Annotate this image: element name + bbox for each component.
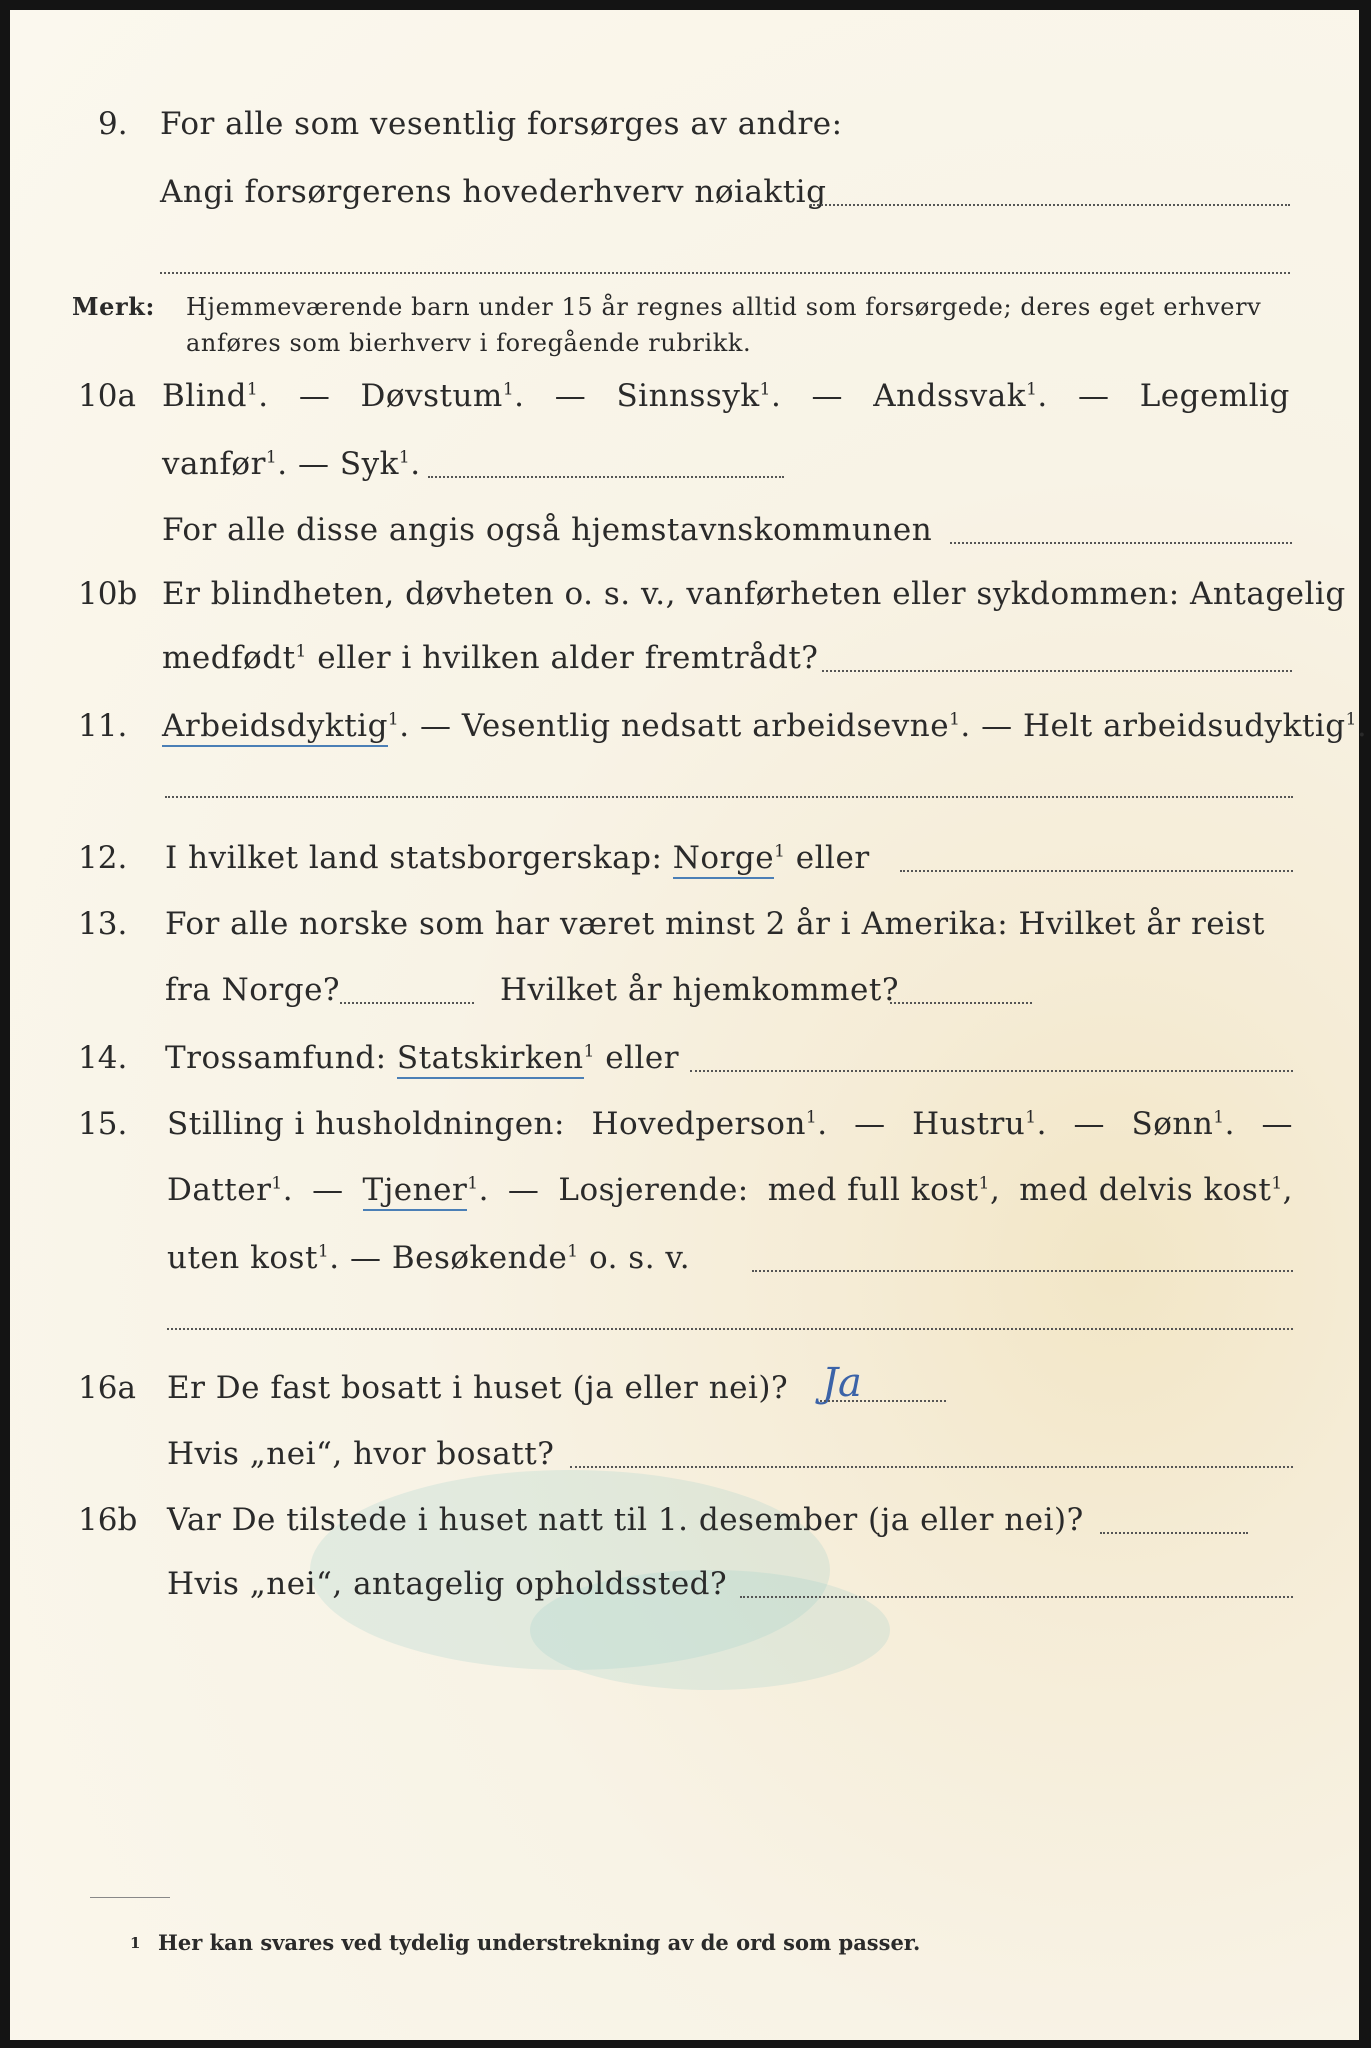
answer-ja: Ja (822, 1360, 862, 1406)
option-dovstum: Døvstum (360, 378, 503, 414)
option-vanfor: vanfør (162, 446, 266, 482)
q16a-answer-line (820, 1400, 946, 1402)
q10a-line2: vanfør$^1$. — Syk$^1$. (162, 446, 421, 482)
q15-answer-line-2 (167, 1328, 1293, 1330)
q16a-number: 16a (78, 1370, 136, 1406)
option-medfodt: medfødt (162, 640, 296, 676)
q16b-line2: Hvis „nei“, antagelig opholdssted? (167, 1566, 728, 1602)
option-datter: Datter (167, 1172, 272, 1208)
q16b-opholdssted-line (740, 1596, 1293, 1598)
q13-number: 13. (78, 906, 128, 942)
q11-line: Arbeidsdyktig$^1$. — Vesentlig nedsatt arbeidsevne$^1$. — Helt arbeidsudyktig$^1$. (162, 708, 1367, 747)
footnote-text: Her kan svares ved tydelig understrekning av de ord som passer. (158, 1930, 921, 1955)
q13-hjemkommet-line (890, 1002, 1032, 1004)
option-besokende: Besøkende (391, 1240, 568, 1276)
q10a-syk-line (428, 476, 784, 478)
q13-fra-norge: fra Norge? (165, 972, 341, 1008)
q9-answer-line (810, 204, 1290, 206)
q12-line: I hvilket land statsborgerskap: Norge$^1$ eller (165, 840, 870, 879)
q16b-line1: Var De tilstede i huset natt til 1. desember (ja eller nei)? (167, 1502, 1084, 1538)
option-blind: Blind (162, 378, 247, 414)
answer-norge: Norge (673, 840, 774, 879)
q16b-answer-line (1100, 1532, 1248, 1534)
option-hustru: Hustru (912, 1106, 1026, 1142)
option-udyktig: Helt arbeidsudyktig (1022, 708, 1346, 744)
q15-answer-line (752, 1270, 1293, 1272)
option-full-kost: med full kost (767, 1172, 979, 1208)
q10b-line1: Er blindheten, døvheten o. s. v., vanførheten eller sykdommen: Antagelig (162, 576, 1346, 612)
q9-line2: Angi forsørgerens hovederhverv nøiaktig (160, 174, 827, 210)
q10b-answer-line (822, 670, 1292, 672)
q10a-line3: For alle disse angis også hjemstavnskommunen (162, 512, 933, 548)
option-hovedperson: Hovedperson (591, 1106, 806, 1142)
q13-line1: For alle norske som har været minst 2 år i Amerika: Hvilket år reist (165, 906, 1265, 942)
q9-line1: For alle som vesentlig forsørges av andre: (160, 106, 843, 142)
q10b-line2: medfødt$^1$ eller i hvilken alder fremtrådt? (162, 640, 819, 676)
q15-line2: Datter$^1$. — Tjener$^1$. — Losjerende: med full kost$^1$, med delvis kost$^1$, (167, 1172, 1293, 1211)
merk-label: Merk: (72, 292, 155, 321)
q10b-number: 10b (78, 576, 138, 612)
q15-line1: Stilling i husholdningen: Hovedperson$^1$. — Hustru$^1$. — Sønn$^1$. — (167, 1106, 1293, 1142)
option-legemlig: Legemlig (1139, 378, 1290, 414)
q15-number: 15. (78, 1106, 128, 1142)
q16a-line2: Hvis „nei“, hvor bosatt? (167, 1436, 555, 1472)
q10a-number: 10a (78, 378, 136, 414)
q16b-number: 16b (78, 1502, 138, 1538)
census-form-page (10, 10, 1368, 2040)
option-nedsatt: Vesentlig nedsatt arbeidsevne (461, 708, 950, 744)
q9-number: 9. (98, 106, 128, 142)
option-delvis-kost: med delvis kost (1019, 1172, 1272, 1208)
merk-line1: Hjemmeværende barn under 15 år regnes alltid som forsørgede; deres eget erhverv (186, 293, 1262, 321)
q13-hjemkommet: Hvilket år hjemkommet? (500, 972, 899, 1008)
footnote-rule (90, 1897, 170, 1898)
option-tjener: Tjener (363, 1172, 468, 1211)
q14-line: Trossamfund: Statskirken$^1$ eller (165, 1040, 679, 1079)
q12-answer-line (900, 870, 1293, 872)
option-sinnssyk: Sinnssyk (616, 378, 760, 414)
option-arbeidsdyktig: Arbeidsdyktig (162, 708, 388, 747)
q9-answer-line-2 (160, 272, 1290, 274)
merk-line2: anføres som bierhverv i foregående rubrikk. (186, 329, 752, 357)
q12-number: 12. (78, 840, 128, 876)
footnote-mark: 1 (130, 1934, 141, 1952)
option-syk: Syk (339, 446, 399, 482)
q13-reist-line (340, 1002, 474, 1004)
q14-number: 14. (78, 1040, 128, 1076)
q11-answer-line (165, 796, 1293, 798)
q14-answer-line (690, 1070, 1293, 1072)
q10a-line1: Blind$^1$. — Døvstum$^1$. — Sinnssyk$^1$. — Andssvak$^1$. — Legemlig (162, 378, 1290, 414)
option-andssvak: Andssvak (873, 378, 1027, 414)
answer-statskirken: Statskirken (397, 1040, 584, 1079)
option-uten-kost: uten kost (167, 1240, 318, 1276)
q10a-kommune-line (950, 542, 1292, 544)
q16a-bosatt-line (570, 1466, 1293, 1468)
q15-line3: uten kost$^1$. — Besøkende$^1$ o. s. v. (167, 1240, 691, 1276)
q16a-line1: Er De fast bosatt i huset (ja eller nei)? (167, 1370, 789, 1406)
q11-number: 11. (78, 708, 128, 744)
option-sonn: Sønn (1131, 1106, 1214, 1142)
